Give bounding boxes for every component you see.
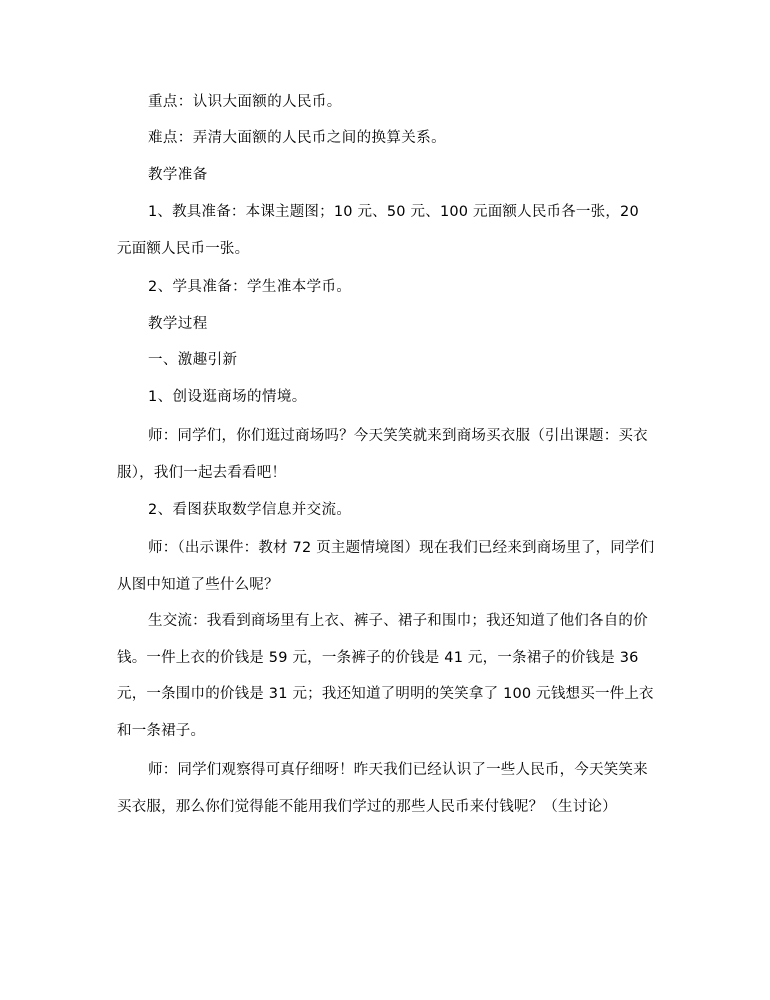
step-one-paragraph: 1、创设逛商场的情境。 — [148, 389, 307, 405]
step-two-paragraph: 2、看图获取数学信息并交流。 — [148, 502, 352, 518]
section-one-heading: 一、激趣引新 — [148, 352, 238, 368]
difficulty-paragraph: 难点：弄清大面额的人民币之间的换算关系。 — [148, 130, 446, 146]
learning-aids-paragraph: 2、学具准备：学生准本学币。 — [148, 279, 352, 295]
teaching-process-heading: 教学过程 — [148, 316, 208, 332]
teaching-aids-paragraph: 1、教具准备：本课主题图；10 元、50 元、100 元面额人民币各一张，20 元面额人民币一张。 — [117, 204, 639, 257]
key-point-paragraph: 重点：认识大面额的人民币。 — [148, 94, 342, 110]
student-answer-paragraph: 生交流：我看到商场里有上衣、裤子、裙子和围巾；我还知道了他们各自的价钱。一件上衣的价钱是 59 元，一条裤子的价钱是 41 元，一条裙子的价钱是 36 元，一条围巾的价钱是 31 元；我还知道了明明的笑笑拿了 100 元钱想买一件上衣和一条裙子。 — [117, 613, 654, 739]
teaching-preparation-heading: 教学准备 — [148, 167, 208, 183]
teacher-intro-paragraph: 师：同学们，你们逛过商场吗？今天笑笑就来到商场买衣服（引出课题：买衣服），我们一起去看看吧！ — [117, 428, 648, 481]
teacher-discussion-paragraph: 师：同学们观察得可真仔细呀！昨天我们已经认识了一些人民币，今天笑笑来买衣服，那么你们觉得能不能用我们学过的那些人民币来付钱呢？（生讨论） — [117, 762, 648, 815]
teacher-question-paragraph: 师：（出示课件：教材 72 页主题情境图）现在我们已经来到商场里了，同学们从图中知道了些什么呢？ — [117, 540, 655, 593]
